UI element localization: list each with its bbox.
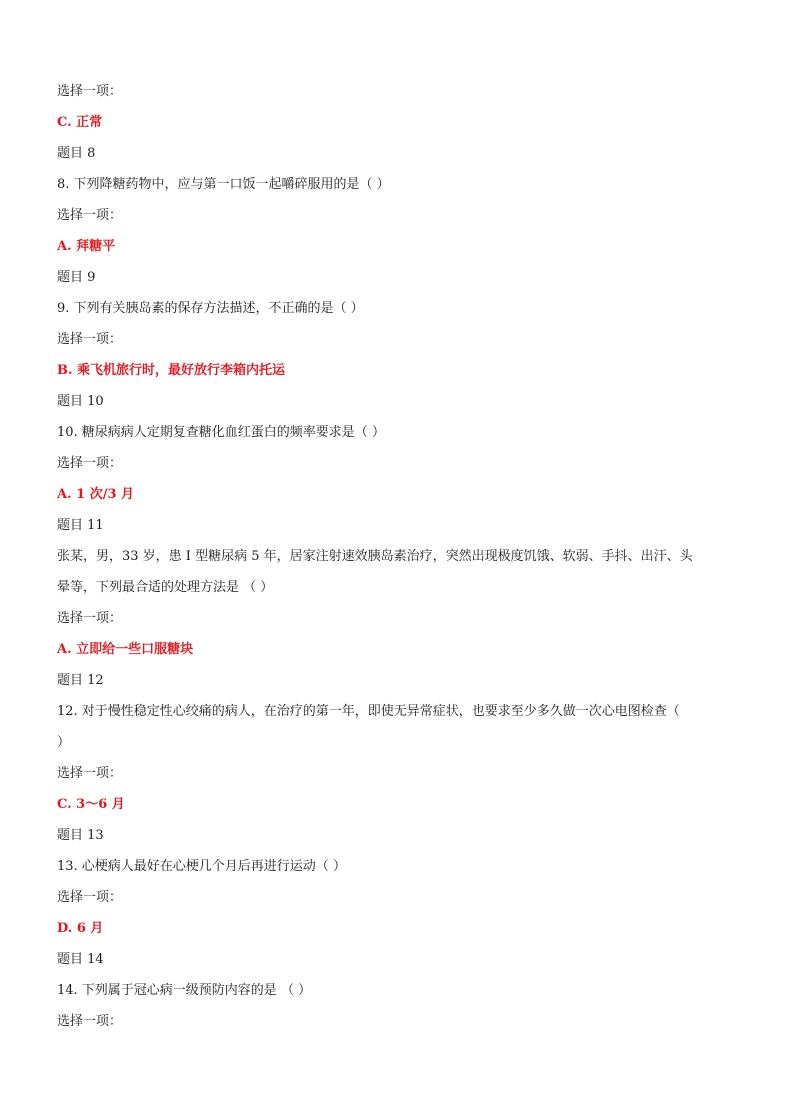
question-heading-9: 题目 9: [57, 270, 96, 285]
question-text-12-line1: 12. 对于慢性稳定性心绞痛的病人，在治疗的第一年，即使无异常症状，也要求至少多久做一次心电图检查（: [57, 704, 680, 719]
question-heading-12: 题目 12: [57, 673, 104, 688]
select-prompt: 选择一项：: [57, 766, 123, 781]
answer-q7: C. 正常: [57, 115, 103, 130]
question-text-8: 8. 下列降糖药物中，应与第一口饭一起嚼碎服用的是（ ）: [57, 177, 390, 192]
question-text-11-line2: 晕等，下列最合适的处理方法是 （ ）: [57, 580, 274, 595]
question-heading-14: 题目 14: [57, 952, 104, 967]
question-heading-8: 题目 8: [57, 146, 96, 161]
question-text-12-line2: ）: [57, 735, 71, 750]
question-text-9: 9. 下列有关胰岛素的保存方法描述，不正确的是（ ）: [57, 301, 364, 316]
question-text-14: 14. 下列属于冠心病一级预防内容的是 （ ）: [57, 983, 312, 998]
select-prompt: 选择一项：: [57, 456, 123, 471]
select-prompt: 选择一项：: [57, 1014, 123, 1029]
select-prompt: 选择一项：: [57, 890, 123, 905]
answer-q10: A. 1 次/3 月: [57, 487, 135, 502]
answer-q8: A. 拜糖平: [57, 239, 116, 254]
answer-q12: C. 3～6 月: [57, 797, 125, 812]
select-prompt: 选择一项：: [57, 208, 123, 223]
select-prompt: 选择一项：: [57, 611, 123, 626]
question-text-13: 13. 心梗病人最好在心梗几个月后再进行运动（ ）: [57, 859, 346, 874]
answer-q13: D. 6 月: [57, 921, 104, 936]
question-text-10: 10. 糖尿病病人定期复查糖化血红蛋白的频率要求是（ ）: [57, 425, 385, 440]
question-text-11-line1: 张某，男，33 岁，患 I 型糖尿病 5 年，居家注射速效胰岛素治疗，突然出现极度饥饿、软弱、手抖、出汗、头: [57, 549, 693, 564]
answer-q11: A. 立即给一些口服糖块: [57, 642, 194, 657]
select-prompt: 选择一项：: [57, 332, 123, 347]
select-prompt: 选择一项：: [57, 84, 123, 99]
question-heading-11: 题目 11: [57, 518, 104, 533]
answer-q9: B. 乘飞机旅行时，最好放行李箱内托运: [57, 363, 286, 378]
question-heading-10: 题目 10: [57, 394, 104, 409]
question-heading-13: 题目 13: [57, 828, 104, 843]
